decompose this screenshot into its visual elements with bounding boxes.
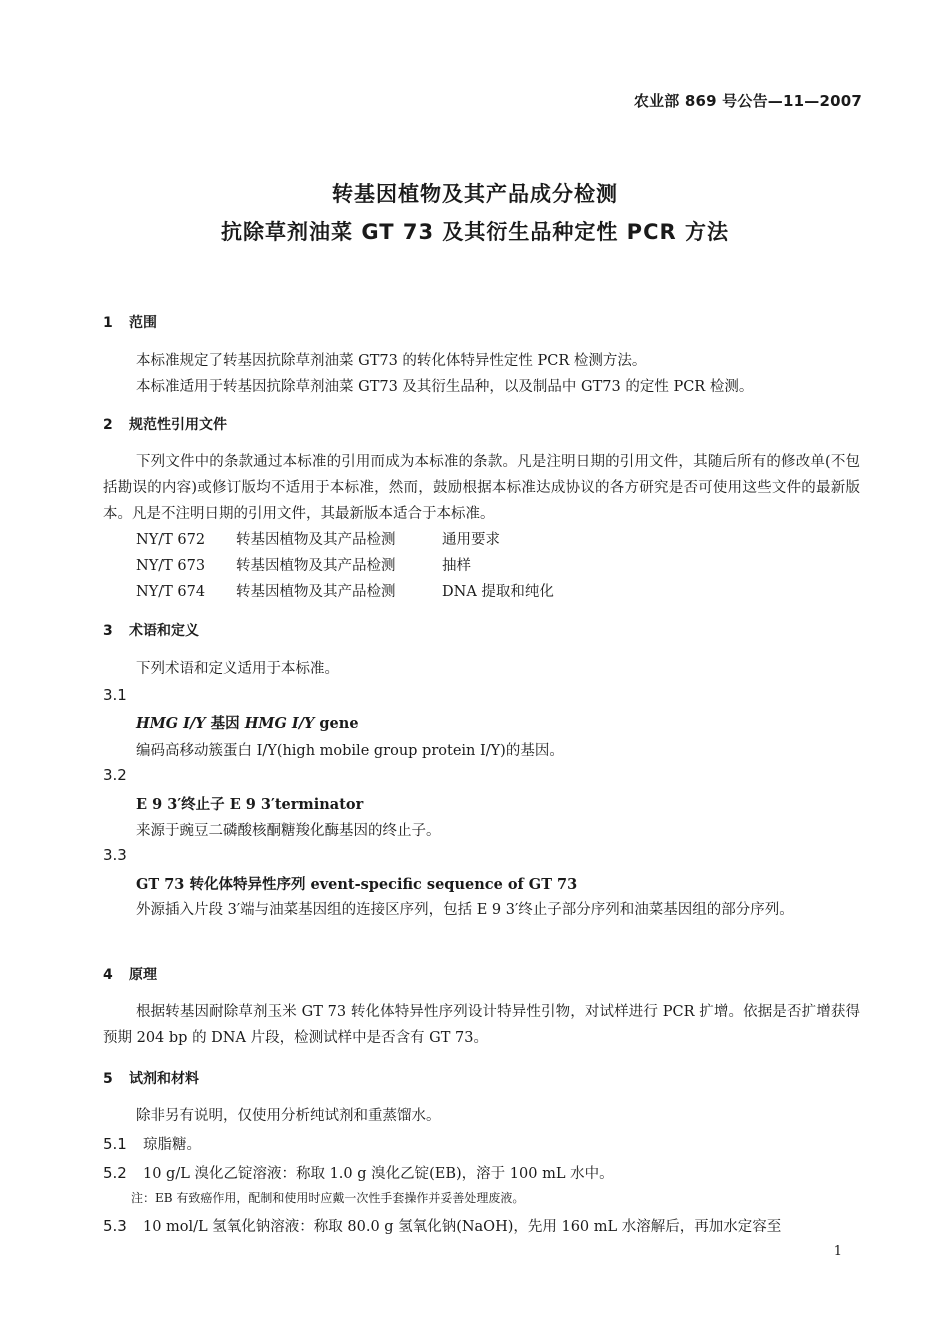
standard-code: 农业部 869 号公告—11—2007 <box>633 92 862 110</box>
normative-reference-row <box>136 554 471 575</box>
term-3-3: GT 73 转化体特异性序列 event-specific sequence of GT 73 <box>136 876 578 893</box>
reference-code: NY/T 673 <box>136 558 206 574</box>
definition-3-1: 编码高移动簇蛋白 I/Y(high mobile group protein I/Y)的基因。 <box>136 743 564 759</box>
normative-reference-row <box>136 528 500 549</box>
section-4-paragraph: 根据转基因耐除草剂玉米 GT 73 转化体特异性序列设计特异性引物，对试样进行 PCR 扩增。依据是否扩增获得预期 204 bp 的 DNA 片段，检测试样中是否含有 GT 73。 <box>103 1004 860 1046</box>
definition-3-2: 来源于豌豆二磷酸核酮糖羧化酶基因的终止子。 <box>136 823 441 839</box>
reference-title: 转基因植物及其产品检测 <box>236 558 396 574</box>
section-title: 规范性引用文件 <box>129 417 227 433</box>
section-title: 原理 <box>129 967 157 983</box>
item-number: 5.3 <box>103 1217 127 1235</box>
section-3-heading <box>103 620 199 640</box>
reference-topic: 抽样 <box>442 558 471 574</box>
reference-code: NY/T 672 <box>136 532 206 548</box>
section-1-paragraph-1: 本标准规定了转基因抗除草剂油菜 GT73 的转化体特异性定性 PCR 检测方法。 <box>136 353 647 369</box>
reference-title: 转基因植物及其产品检测 <box>236 532 396 548</box>
term-gene-name: HMG I/Y <box>136 715 206 732</box>
item-text: 10 g/L 溴化乙锭溶液：称取 1.0 g 溴化乙锭(EB)，溶于 100 mL 水中。 <box>143 1166 614 1182</box>
reference-topic: DNA 提取和纯化 <box>442 584 554 600</box>
section-number: 5 <box>103 1071 113 1087</box>
section-4-heading <box>103 964 157 984</box>
section-5-heading <box>103 1068 199 1088</box>
term-word-en: gene <box>314 715 359 732</box>
document-title-line-2: 抗除草剂油菜 GT 73 及其衍生品种定性 PCR 方法 <box>221 220 729 244</box>
reference-topic: 通用要求 <box>442 532 500 548</box>
reference-title: 转基因植物及其产品检测 <box>236 584 396 600</box>
definition-3-3: 外源插入片段 3′端与油菜基因组的连接区序列，包括 E 9 3′终止子部分序列和油菜基因组的部分序列。 <box>136 902 794 918</box>
section-3-intro: 下列术语和定义适用于本标准。 <box>136 661 339 677</box>
section-number: 3 <box>103 623 113 639</box>
term-gene-name-en: HMG I/Y <box>244 715 315 732</box>
page-number: 1 <box>833 1244 842 1259</box>
section-5-intro: 除非另有说明，仅使用分析纯试剂和重蒸馏水。 <box>136 1108 441 1124</box>
document-title-line-1: 转基因植物及其产品成分检测 <box>332 182 618 206</box>
reagent-item <box>103 1162 614 1183</box>
item-number: 5.2 <box>103 1164 127 1182</box>
term-3-1 <box>136 712 359 733</box>
note-text: 注：EB 有致癌作用，配制和使用时应戴一次性手套操作并妥善处理废液。 <box>131 1191 525 1205</box>
section-1-paragraph-2: 本标准适用于转基因抗除草剂油菜 GT73 及其衍生品种，以及制品中 GT73 的定性 PCR 检测。 <box>136 379 754 395</box>
section-number: 4 <box>103 967 113 983</box>
section-title: 范围 <box>129 315 157 331</box>
item-number: 5.1 <box>103 1135 127 1153</box>
section-1-heading <box>103 312 157 332</box>
clause-number-3-1: 3.1 <box>103 686 127 704</box>
normative-reference-row <box>136 580 554 601</box>
clause-number-3-2: 3.2 <box>103 766 127 784</box>
section-number: 1 <box>103 315 113 331</box>
reagent-item <box>103 1133 201 1154</box>
section-title: 术语和定义 <box>129 623 199 639</box>
section-title: 试剂和材料 <box>129 1071 199 1087</box>
reagent-item <box>103 1215 781 1236</box>
item-text: 10 mol/L 氢氧化钠溶液：称取 80.0 g 氢氧化钠(NaOH)，先用 160 mL 水溶解后，再加水定容至 <box>143 1219 782 1235</box>
section-number: 2 <box>103 417 113 433</box>
section-2-heading <box>103 414 227 434</box>
clause-number-3-3: 3.3 <box>103 846 127 864</box>
reference-code: NY/T 674 <box>136 584 206 600</box>
term-word-zh: 基因 <box>205 715 245 732</box>
section-2-paragraph: 下列文件中的条款通过本标准的引用而成为本标准的条款。凡是注明日期的引用文件，其随后所有的修改单(不包括勘误的内容)或修订版均不适用于本标准，然而，鼓励根据本标准达成协议的各方研究是否可使用这些文件的最新版本。凡是不注明日期的引用文件，其最新版本适合于本标准。 <box>103 454 860 522</box>
item-text: 琼脂糖。 <box>143 1137 201 1153</box>
term-3-2: E 9 3′终止子 E 9 3′terminator <box>136 796 364 813</box>
